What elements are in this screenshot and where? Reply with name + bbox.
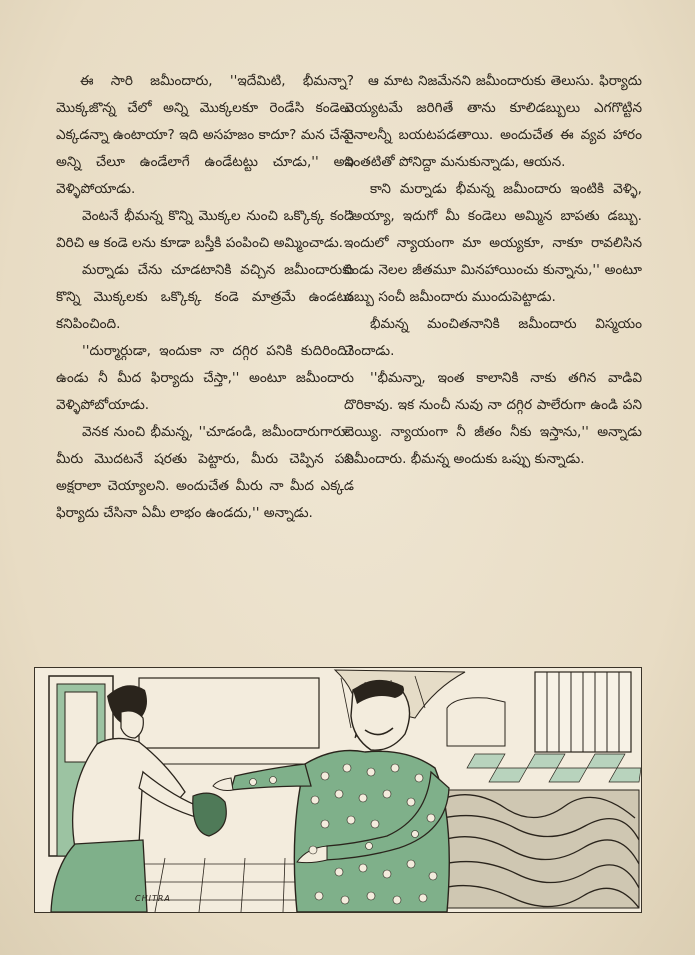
paragraph: ఆ మాట నిజమేనని జమీందారుకు తెలుసు. ఫిర్యాదు చెయ్యటమే జరిగితే తాను కూలిడబ్బులు ఎగగొట్టిన వైనాలన్నీ బయటపడతాయి. అందుచేత ఈ వ్యవ హారం ఇంతటితో పోనిద్దా మనుకున్నాడు, ఆయన.	[344, 73, 642, 170]
paragraph: ఈ సారి జమీందారు, ''ఇదేమిటి, భీమన్నా? మొక్కజొన్న చేలో అన్ని మొక్కలకూ రెండేసి కండెలు ఎక్కడన్నా ఉంటాయా? ఇది అసహజం కాదూ? మన చేను అన్ని చేలూ ఉండేలాగే ఉండేటట్టు చూడు,'' అని వెళ్ళిపోయాడు.	[56, 73, 354, 197]
paragraph: మర్నాడు చేను చూడటానికి వచ్చిన జమీందారుకు కొన్ని మొక్కలకు ఒక్కొక్క కండె మాత్రమే ఉండటం కనిపించింది.	[56, 262, 354, 332]
paragraph: ''భీమన్నా, ఇంత కాలానికి నాకు తగిన వాడివి దొరికావు. ఇక నుంచీ నువు నా దగ్గిర పాలేరుగా ఉండి పని చెయ్యి. న్యాయంగా నీ జీతం నీకు ఇస్తాను,'' అన్నాడు జమీందారు. భీమన్న అందుకు ఒప్పు కున్నాడు.	[344, 370, 642, 467]
left-text-column	[56, 68, 354, 527]
paragraph: వెంటనే భీమన్న కొన్ని మొక్కల నుంచి ఒక్కొక్క కండె విరిచి ఆ కండె లను కూడా బస్తీకి పంపించి అమ్మించాడు.	[56, 208, 354, 251]
story-illustration	[34, 667, 642, 913]
illustration-drawing	[35, 668, 641, 912]
paragraph: ''దుర్మార్గుడా, ఇందుకా నా దగ్గిర పనికి కుదిరింది? ఉండు నీ మీద ఫిర్యాదు చేస్తా,'' అంటూ జమీందారు వెళ్ళిపోబోయాడు.	[56, 343, 354, 413]
artist-signature: CHITRA	[135, 894, 171, 903]
paragraph: వెనక నుంచి భీమన్న, ''చూడండి, జమీందారుగారూ. మీరు మొదటనే షరతు పెట్టారు, మీరు చెప్పిన పని అక్షరాలా చెయ్యాలని. అందుచేత మీరు నా మీద ఎక్కడ ఫిర్యాదు చేసినా ఏమీ లాభం ఉండదు,'' అన్నాడు.	[56, 424, 354, 521]
right-text-column	[344, 68, 642, 473]
paragraph: కాని మర్నాడు భీమన్న జమీందారు ఇంటికి వెళ్ళి, ''అయ్యా, ఇదుగో మీ కండెలు అమ్మిన బాపతు డబ్బు. ఇందులో న్యాయంగా మా అయ్యకూ, నాకూ రావలిసిన రెండు నెలల జీతమూ మినహాయించు కున్నాను,'' అంటూ డబ్బు సంచీ జమీందారు ముందుపెట్టాడు.	[344, 181, 642, 305]
paragraph: భీమన్న మంచితనానికి జమీందారు విస్మయం చెందాడు.	[344, 316, 642, 359]
